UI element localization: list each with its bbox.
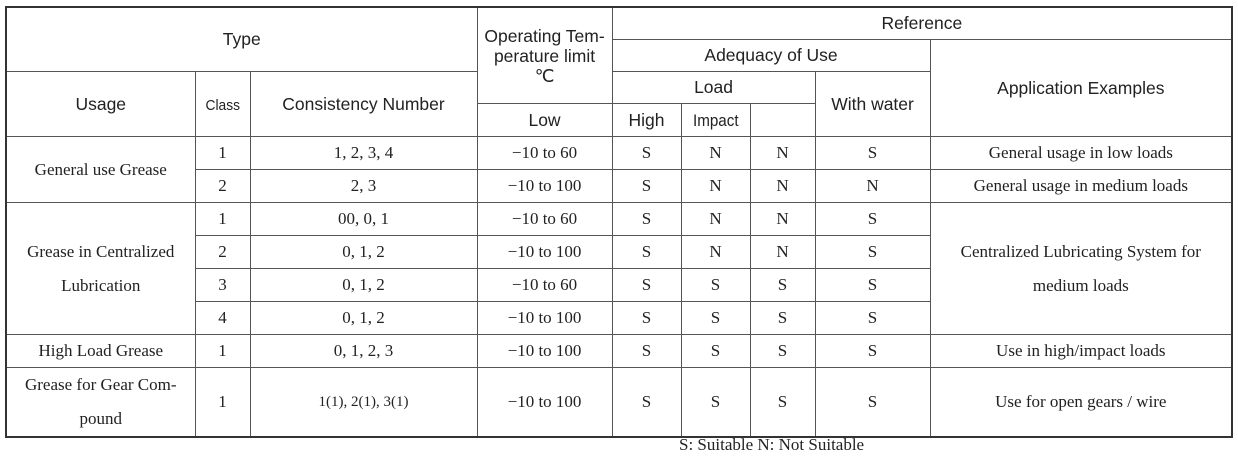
usage-text: High Load Grease <box>38 341 164 360</box>
temperature-cell: −10 to 100 <box>477 170 612 203</box>
high-load-cell: N <box>681 236 750 269</box>
header-op-temp-line2: perature limit <box>493 45 596 66</box>
with-water-cell: S <box>815 236 930 269</box>
high-load-cell: S <box>681 368 750 438</box>
class-cell: 1 <box>195 203 250 236</box>
impact-load-cell: N <box>750 236 815 269</box>
header-impact-cell <box>681 104 750 137</box>
usage-text: pound <box>79 409 122 428</box>
application-text: Use in high/impact loads <box>996 341 1166 360</box>
with-water-cell: S <box>815 302 930 335</box>
temperature-cell: −10 to 60 <box>477 203 612 236</box>
application-text: Centralized Lubricating System for <box>960 241 1201 261</box>
usage-cell <box>6 203 195 335</box>
class-cell: 1 <box>195 335 250 368</box>
impact-load-cell: N <box>750 203 815 236</box>
low-load-cell: S <box>612 335 681 368</box>
header-load: Load <box>612 72 815 104</box>
header-usage: Usage <box>6 72 195 137</box>
header-op-temp-line1: Operating Tem- <box>484 25 605 46</box>
impact-load-cell: S <box>750 302 815 335</box>
application-example-cell <box>930 170 1232 203</box>
high-load-cell: S <box>681 269 750 302</box>
low-load-cell: S <box>612 236 681 269</box>
header-type: Type <box>6 7 477 72</box>
header-low: Low <box>477 104 612 137</box>
high-load-cell: N <box>681 203 750 236</box>
with-water-cell: S <box>815 137 930 170</box>
usage-text: Lubrication <box>61 275 141 295</box>
header-impact: Impact <box>692 111 739 130</box>
consistency-cell: 0, 1, 2 <box>250 269 477 302</box>
temperature-cell: −10 to 100 <box>477 236 612 269</box>
temperature-cell: −10 to 60 <box>477 269 612 302</box>
header-high: High <box>612 104 681 137</box>
usage-text: General use Grease <box>34 159 167 179</box>
class-cell: 2 <box>195 170 250 203</box>
usage-cell <box>6 335 195 368</box>
header-consistency-number: Consistency Number <box>250 72 477 137</box>
header-class: Class <box>205 96 240 114</box>
application-text: General usage in low loads <box>988 143 1173 162</box>
low-load-cell: S <box>612 368 681 438</box>
consistency-cell: 1, 2, 3, 4 <box>250 137 477 170</box>
application-text: Use for open gears / wire <box>995 392 1167 411</box>
consistency-cell: 00, 0, 1 <box>250 203 477 236</box>
usage-cell <box>6 368 195 438</box>
table-row <box>6 368 1232 438</box>
application-text: medium loads <box>1032 275 1129 295</box>
legend-note: S: Suitable N: Not Suitable <box>679 435 865 454</box>
header-with-water: With water <box>815 72 930 137</box>
impact-load-cell: S <box>750 269 815 302</box>
temperature-cell: −10 to 100 <box>477 335 612 368</box>
with-water-cell: S <box>815 203 930 236</box>
with-water-cell: S <box>815 368 930 438</box>
temperature-cell: −10 to 60 <box>477 137 612 170</box>
application-example-cell <box>930 137 1232 170</box>
class-cell: 4 <box>195 302 250 335</box>
temperature-cell: −10 to 100 <box>477 368 612 438</box>
header-class-cell <box>195 72 250 137</box>
low-load-cell: S <box>612 302 681 335</box>
impact-load-cell: N <box>750 137 815 170</box>
class-cell: 1 <box>195 368 250 438</box>
impact-load-cell: S <box>750 335 815 368</box>
consistency-cell: 0, 1, 2 <box>250 302 477 335</box>
with-water-cell: N <box>815 170 930 203</box>
grease-specification-table <box>5 6 1233 438</box>
application-text: General usage in medium loads <box>973 176 1188 195</box>
consistency-cell: 0, 1, 2 <box>250 236 477 269</box>
high-load-cell: N <box>681 137 750 170</box>
table-row <box>6 137 1232 170</box>
class-cell: 2 <box>195 236 250 269</box>
consistency-cell: 0, 1, 2, 3 <box>250 335 477 368</box>
usage-text: Grease in Centralized <box>27 241 175 261</box>
usage-text: Grease for Gear Com- <box>24 375 177 394</box>
header-op-temp-unit: ℃ <box>534 65 555 86</box>
header-adequacy-of-use: Adequacy of Use <box>612 40 930 72</box>
low-load-cell: S <box>612 137 681 170</box>
class-cell: 3 <box>195 269 250 302</box>
high-load-cell: S <box>681 302 750 335</box>
application-example-cell <box>930 335 1232 368</box>
consistency-cell: 1(1), 2(1), 3(1) <box>250 368 477 438</box>
temperature-cell: −10 to 100 <box>477 302 612 335</box>
header-reference: Reference <box>612 7 1232 40</box>
usage-cell <box>6 137 195 203</box>
class-cell: 1 <box>195 137 250 170</box>
header-operating-temperature <box>477 7 612 104</box>
impact-load-cell: S <box>750 368 815 438</box>
low-load-cell: S <box>612 269 681 302</box>
table-row <box>6 203 1232 236</box>
with-water-cell: S <box>815 335 930 368</box>
high-load-cell: N <box>681 170 750 203</box>
impact-load-cell: N <box>750 170 815 203</box>
low-load-cell: S <box>612 203 681 236</box>
consistency-cell: 2, 3 <box>250 170 477 203</box>
low-load-cell: S <box>612 170 681 203</box>
high-load-cell: S <box>681 335 750 368</box>
table-row <box>6 335 1232 368</box>
with-water-cell: S <box>815 269 930 302</box>
header-application-examples: Application Examples <box>930 40 1232 137</box>
application-example-cell <box>930 203 1232 335</box>
application-example-cell <box>930 368 1232 438</box>
